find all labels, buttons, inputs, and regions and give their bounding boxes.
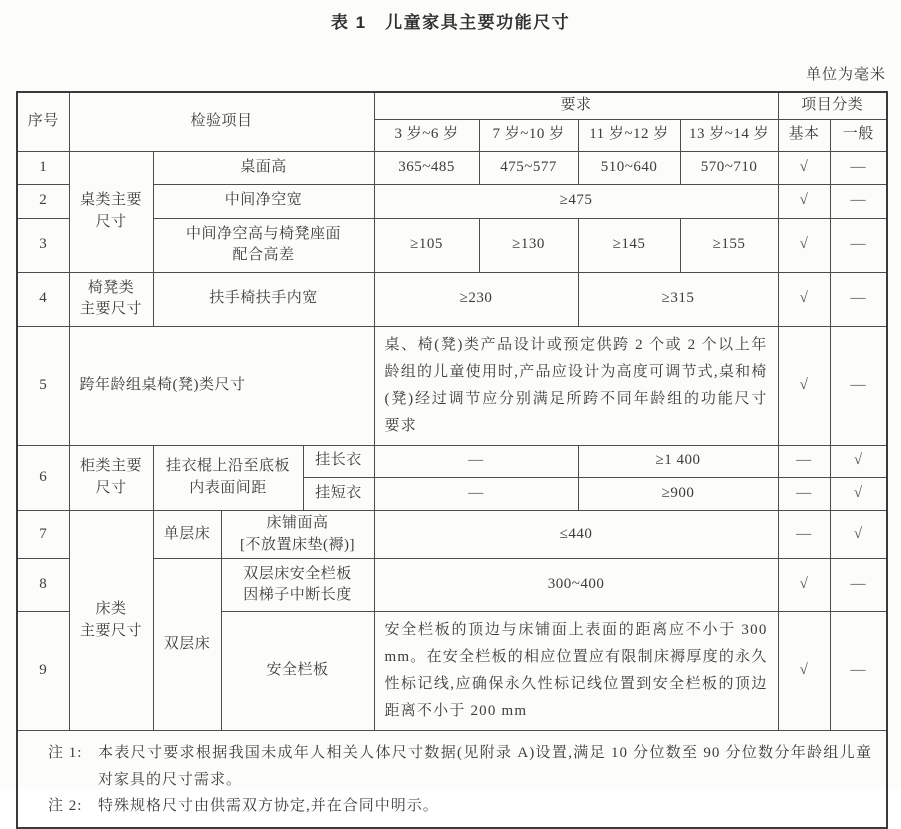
col-header-classification: 项目分类 <box>778 92 887 119</box>
note-2-label: 注 2: <box>48 797 83 814</box>
cell-general: — <box>830 151 887 184</box>
cell-item: 扶手椅扶手内宽 <box>153 272 374 326</box>
cell-requirement-text: 安全栏板的顶边与床铺面上表面的距离应不小于 300 mm。在安全栏板的相应位置应有限制床褥厚度的永久性标记线,应确保永久性标记线位置到安全栏板的顶边距离不小于 200 mm <box>374 612 778 731</box>
note-1-text: 本表尺寸要求根据我国未成年人相关人体尺寸数据(见附录 A)设置,满足 10 分位数至 90 分位数分年龄组儿童对家具的尺寸需求。 <box>98 745 873 788</box>
cell-item <box>221 559 374 612</box>
note-2 <box>48 793 872 819</box>
group-label-line: 床类 <box>95 600 127 617</box>
group-label-line: 尺寸 <box>95 213 127 230</box>
table-title: 表 1 儿童家具主要功能尺寸 <box>330 13 571 32</box>
cell-requirement-text: 桌、椅(凳)类产品设计或预定供跨 2 个或 2 个以上年龄组的儿童使用时,产品应设计为高度可调节式,桌和椅(凳)经过调节应分别满足所跨不同年龄组的功能尺寸要求 <box>374 326 778 445</box>
cell-general: √ <box>830 477 887 510</box>
cell-basic: — <box>778 477 830 510</box>
group-label-line: 桌类主要 <box>79 192 142 208</box>
cell-item: 中间净空宽 <box>153 184 374 218</box>
cell-serial: 3 <box>17 218 69 272</box>
cell-general: √ <box>830 510 887 559</box>
cell-value: ≥315 <box>578 272 778 326</box>
cell-general: — <box>830 218 887 272</box>
cell-value: ≥145 <box>578 218 680 272</box>
cell-value: ≤440 <box>374 510 778 559</box>
group-label-line: 主要尺寸 <box>79 622 142 639</box>
col-header-item: 检验项目 <box>69 92 374 151</box>
cell-value: ≥230 <box>374 272 578 326</box>
col-header-age-4: 13 岁~14 岁 <box>680 119 778 151</box>
group-label-line: 主要尺寸 <box>79 301 142 318</box>
cell-basic: √ <box>778 151 830 184</box>
group-label-line: 尺寸 <box>95 479 127 496</box>
cell-serial: 8 <box>17 559 69 612</box>
cell-serial: 9 <box>17 612 69 731</box>
cell-subitem: 单层床 <box>153 510 221 559</box>
cell-value: 365~485 <box>374 151 479 184</box>
cell-item: 安全栏板 <box>221 612 374 731</box>
cell-basic: √ <box>778 326 830 445</box>
item-label-line: 挂衣棍上沿至底板 <box>165 458 290 474</box>
notes-row <box>17 731 887 828</box>
note-1-label: 注 1: <box>48 745 83 762</box>
col-header-age-3: 11 岁~12 岁 <box>578 119 680 151</box>
cell-basic: √ <box>778 612 830 731</box>
cell-subitem: 双层床 <box>153 559 221 731</box>
cell-general: — <box>830 559 887 612</box>
note-1 <box>48 740 872 793</box>
table-row <box>17 510 887 559</box>
cell-basic: √ <box>778 559 830 612</box>
cell-value: 475~577 <box>479 151 578 184</box>
cell-item <box>153 445 303 510</box>
cell-basic: √ <box>778 218 830 272</box>
group-label-line: 椅凳类 <box>87 279 135 296</box>
cell-serial: 1 <box>17 151 69 184</box>
cell-value: ≥130 <box>479 218 578 272</box>
cell-value: 300~400 <box>374 559 778 612</box>
table-row <box>17 151 887 184</box>
cell-subitem: 挂短衣 <box>303 477 374 510</box>
group-label-line: 柜类主要 <box>79 458 142 474</box>
table-row <box>17 326 887 445</box>
cell-serial: 2 <box>17 184 69 218</box>
col-header-serial: 序号 <box>17 92 69 151</box>
cell-value: ≥1 400 <box>578 445 778 477</box>
item-label-line: 中间净空高与椅凳座面 <box>186 225 342 242</box>
cell-general: — <box>830 612 887 731</box>
cell-group-adjustable: 跨年龄组桌椅(凳)类尺寸 <box>69 326 374 445</box>
table-row <box>17 272 887 326</box>
cell-group-tables <box>69 151 153 272</box>
cell-item <box>153 218 374 272</box>
col-header-age-1: 3 岁~6 岁 <box>374 119 479 151</box>
cell-item <box>221 510 374 559</box>
table-notes <box>17 731 887 828</box>
cell-group-chairs <box>69 272 153 326</box>
unit-note: 单位为毫米 <box>805 67 886 83</box>
cell-general: √ <box>830 445 887 477</box>
cell-serial: 4 <box>17 272 69 326</box>
item-label-line: 双层床安全栏板 <box>243 565 352 582</box>
cell-value: — <box>374 445 578 477</box>
col-header-age-2: 7 岁~10 岁 <box>479 119 578 151</box>
item-label-line: [不放置床垫(褥)] <box>240 536 355 553</box>
item-label-line: 因梯子中断长度 <box>243 587 352 604</box>
cell-basic: √ <box>778 184 830 218</box>
cell-value: ≥475 <box>374 184 778 218</box>
cell-basic: — <box>778 445 830 477</box>
cell-subitem: 挂长衣 <box>303 445 374 477</box>
note-2-text: 特殊规格尺寸由供需双方协定,并在合同中明示。 <box>98 797 439 814</box>
table-row <box>17 445 887 477</box>
cell-value: ≥155 <box>680 218 778 272</box>
cell-value: 570~710 <box>680 151 778 184</box>
cell-serial: 7 <box>17 510 69 559</box>
cell-value: ≥105 <box>374 218 479 272</box>
cell-group-beds <box>69 510 153 731</box>
cell-basic: √ <box>778 272 830 326</box>
cell-value: ≥900 <box>578 477 778 510</box>
cell-serial: 5 <box>17 326 69 445</box>
col-header-basic: 基本 <box>778 119 830 151</box>
dimensions-table <box>16 91 888 829</box>
cell-basic: — <box>778 510 830 559</box>
cell-group-cabinets <box>69 445 153 510</box>
item-label-line: 配合高差 <box>232 247 295 264</box>
cell-general: — <box>830 326 887 445</box>
cell-item: 桌面高 <box>153 151 374 184</box>
col-header-general: 一般 <box>830 119 887 151</box>
cell-general: — <box>830 272 887 326</box>
header-row-1 <box>17 92 887 119</box>
cell-value: 510~640 <box>578 151 680 184</box>
cell-serial: 6 <box>17 445 69 510</box>
cell-value: — <box>374 477 578 510</box>
item-label-line: 内表面间距 <box>189 479 267 496</box>
cell-general: — <box>830 184 887 218</box>
item-label-line: 床铺面高 <box>266 514 329 531</box>
col-header-requirement: 要求 <box>374 92 778 119</box>
